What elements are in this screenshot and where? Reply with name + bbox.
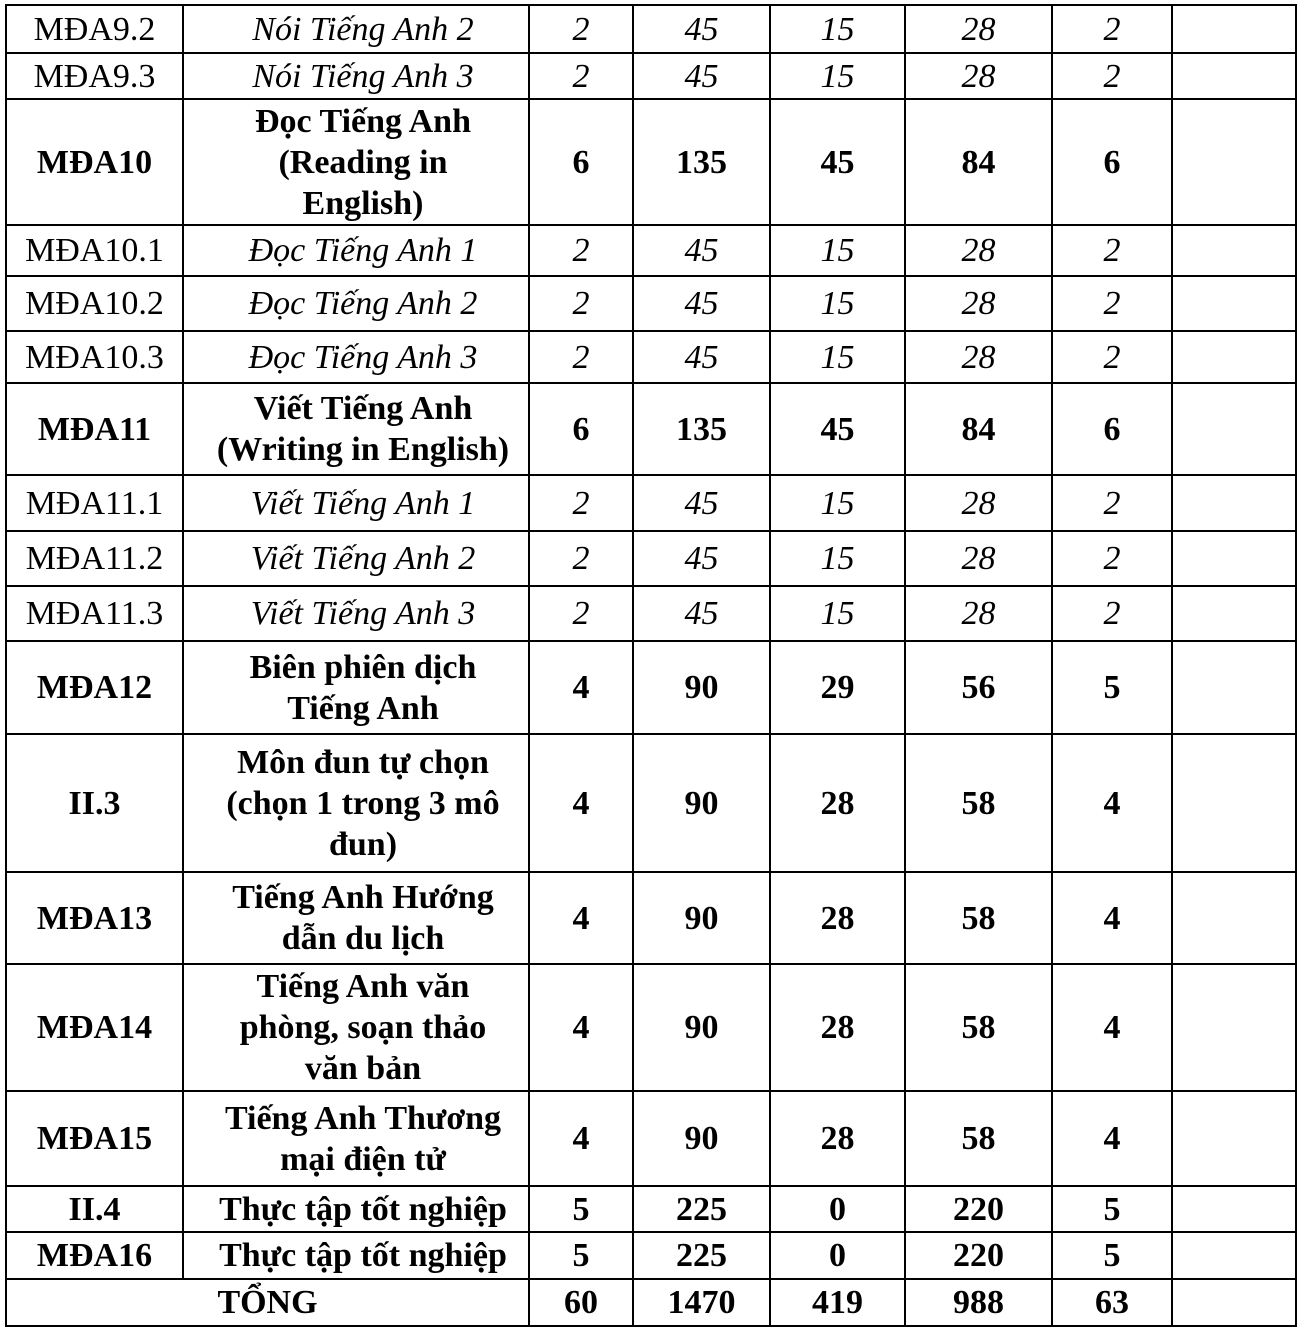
module-name-line: Tiếng Anh Hướng [232, 879, 494, 916]
theory-hours-cell: 0 [770, 1232, 905, 1279]
curriculum-table [5, 4, 1297, 1327]
credits-cell: 2 [529, 331, 633, 383]
total-row [6, 1279, 1296, 1326]
practice-hours-cell: 58 [905, 964, 1052, 1091]
total-hours-cell: 45 [633, 225, 770, 276]
theory-hours-cell: 15 [770, 5, 905, 53]
module-name-line: English) [302, 184, 424, 222]
exam-hours-cell: 4 [1052, 734, 1172, 872]
total-hours-cell: 225 [633, 1232, 770, 1279]
note-cell [1172, 531, 1296, 586]
total-hours-cell: 135 [633, 99, 770, 225]
exam-hours-cell: 6 [1052, 383, 1172, 475]
module-code-cell: MĐA11.2 [6, 531, 183, 586]
practice-hours-cell: 28 [905, 5, 1052, 53]
practice-hours-cell: 58 [905, 734, 1052, 872]
total-credits-cell: 60 [529, 1279, 633, 1326]
module-name-line: Tiếng Anh văn [256, 968, 470, 1005]
total-hours-cell: 90 [633, 641, 770, 734]
module-code-cell: MĐA12 [6, 641, 183, 734]
module-name-line: (Reading in [278, 143, 448, 181]
practice-hours-cell: 28 [905, 276, 1052, 331]
practice-hours-cell: 220 [905, 1186, 1052, 1232]
module-name-cell [183, 872, 529, 964]
module-name-line: Đọc Tiếng Anh 3 [248, 338, 478, 376]
module-name-cell [183, 1232, 529, 1279]
module-name-line: Viết Tiếng Anh [253, 390, 473, 427]
total-practice-cell: 988 [905, 1279, 1052, 1326]
module-code-cell: II.4 [6, 1186, 183, 1232]
theory-hours-cell: 15 [770, 475, 905, 531]
module-name-line: Viết Tiếng Anh 1 [250, 484, 476, 522]
practice-hours-cell: 56 [905, 641, 1052, 734]
exam-hours-cell: 5 [1052, 1186, 1172, 1232]
module-code-cell: MĐA10.2 [6, 276, 183, 331]
exam-hours-cell: 4 [1052, 964, 1172, 1091]
note-cell [1172, 53, 1296, 99]
module-name-cell [183, 225, 529, 276]
note-cell [1172, 225, 1296, 276]
module-code-cell: MĐA13 [6, 872, 183, 964]
practice-hours-cell: 28 [905, 475, 1052, 531]
theory-hours-cell: 29 [770, 641, 905, 734]
practice-hours-cell: 58 [905, 1091, 1052, 1186]
credits-cell: 4 [529, 641, 633, 734]
exam-hours-cell: 5 [1052, 641, 1172, 734]
theory-hours-cell: 28 [770, 872, 905, 964]
credits-cell: 6 [529, 99, 633, 225]
exam-hours-cell: 4 [1052, 872, 1172, 964]
credits-cell: 2 [529, 531, 633, 586]
module-name-cell [183, 53, 529, 99]
module-name-line: Tiếng Anh [287, 689, 439, 727]
table-row [6, 734, 1296, 872]
module-code-cell: MĐA9.2 [6, 5, 183, 53]
note-cell [1172, 586, 1296, 641]
theory-hours-cell: 15 [770, 531, 905, 586]
module-name-line: (Writing in English) [216, 431, 510, 468]
module-name-cell [183, 1186, 529, 1232]
theory-hours-cell: 28 [770, 1091, 905, 1186]
theory-hours-cell: 15 [770, 586, 905, 641]
table-row [6, 641, 1296, 734]
credits-cell: 4 [529, 872, 633, 964]
credits-cell: 2 [529, 586, 633, 641]
total-note-cell [1172, 1279, 1296, 1326]
exam-hours-cell: 2 [1052, 5, 1172, 53]
note-cell [1172, 641, 1296, 734]
theory-hours-cell: 15 [770, 225, 905, 276]
table-row [6, 1186, 1296, 1232]
table-row [6, 5, 1296, 53]
total-hours-cell: 225 [633, 1186, 770, 1232]
table-row [6, 53, 1296, 99]
theory-hours-cell: 28 [770, 964, 905, 1091]
module-name-line: Đọc Tiếng Anh 1 [248, 232, 478, 269]
practice-hours-cell: 84 [905, 99, 1052, 225]
theory-hours-cell: 15 [770, 53, 905, 99]
practice-hours-cell: 220 [905, 1232, 1052, 1279]
note-cell [1172, 276, 1296, 331]
module-name-line: (chọn 1 trong 3 mô [226, 784, 500, 822]
total-hours-cell: 90 [633, 964, 770, 1091]
module-name-line: Biên phiên dịch [249, 648, 477, 686]
module-name-line: đun) [328, 825, 398, 863]
exam-hours-cell: 2 [1052, 475, 1172, 531]
exam-hours-cell: 5 [1052, 1232, 1172, 1279]
module-code-cell: II.3 [6, 734, 183, 872]
total-hours-cell: 135 [633, 383, 770, 475]
module-name-line: phòng, soạn thảo [239, 1009, 487, 1046]
total-hours-sum-cell: 1470 [633, 1279, 770, 1326]
total-hours-cell: 45 [633, 531, 770, 586]
table-body [6, 5, 1296, 1326]
module-name-cell [183, 734, 529, 872]
table-row [6, 872, 1296, 964]
note-cell [1172, 1091, 1296, 1186]
practice-hours-cell: 58 [905, 872, 1052, 964]
table-row [6, 586, 1296, 641]
module-name-line: Môn đun tự chọn [237, 743, 489, 781]
module-name-line: Đọc Tiếng Anh 2 [248, 285, 478, 322]
theory-hours-cell: 15 [770, 276, 905, 331]
credits-cell: 4 [529, 964, 633, 1091]
theory-hours-cell: 45 [770, 383, 905, 475]
table-row [6, 276, 1296, 331]
module-name-line: Thực tập tốt nghiệp [219, 1237, 507, 1274]
module-code-cell: MĐA15 [6, 1091, 183, 1186]
module-name-line: Nói Tiếng Anh 3 [252, 57, 474, 95]
module-name-cell [183, 475, 529, 531]
module-name-cell [183, 641, 529, 734]
module-name-cell [183, 531, 529, 586]
practice-hours-cell: 28 [905, 531, 1052, 586]
credits-cell: 5 [529, 1232, 633, 1279]
module-code-cell: MĐA11.3 [6, 586, 183, 641]
total-hours-cell: 45 [633, 53, 770, 99]
credits-cell: 4 [529, 1091, 633, 1186]
exam-hours-cell: 2 [1052, 225, 1172, 276]
practice-hours-cell: 84 [905, 383, 1052, 475]
module-code-cell: MĐA10.3 [6, 331, 183, 383]
table-row [6, 1232, 1296, 1279]
exam-hours-cell: 4 [1052, 1091, 1172, 1186]
module-code-cell: MĐA11.1 [6, 475, 183, 531]
exam-hours-cell: 2 [1052, 586, 1172, 641]
module-code-cell: MĐA10 [6, 99, 183, 225]
exam-hours-cell: 2 [1052, 276, 1172, 331]
table-row [6, 99, 1296, 225]
module-name-cell [183, 276, 529, 331]
module-name-cell [183, 331, 529, 383]
table-row [6, 964, 1296, 1091]
note-cell [1172, 331, 1296, 383]
module-code-cell: MĐA11 [6, 383, 183, 475]
credits-cell: 6 [529, 383, 633, 475]
module-name-line: Đọc Tiếng Anh [254, 102, 472, 140]
note-cell [1172, 734, 1296, 872]
note-cell [1172, 5, 1296, 53]
total-hours-cell: 45 [633, 475, 770, 531]
note-cell [1172, 1186, 1296, 1232]
table-row [6, 1091, 1296, 1186]
credits-cell: 4 [529, 734, 633, 872]
credits-cell: 2 [529, 5, 633, 53]
note-cell [1172, 1232, 1296, 1279]
practice-hours-cell: 28 [905, 586, 1052, 641]
theory-hours-cell: 15 [770, 331, 905, 383]
practice-hours-cell: 28 [905, 53, 1052, 99]
practice-hours-cell: 28 [905, 225, 1052, 276]
theory-hours-cell: 28 [770, 734, 905, 872]
credits-cell: 2 [529, 475, 633, 531]
note-cell [1172, 964, 1296, 1091]
total-label-cell: TỔNG [6, 1279, 529, 1326]
theory-hours-cell: 0 [770, 1186, 905, 1232]
module-name-cell [183, 99, 529, 225]
total-hours-cell: 45 [633, 331, 770, 383]
module-name-line: văn bản [304, 1050, 422, 1087]
note-cell [1172, 872, 1296, 964]
exam-hours-cell: 2 [1052, 531, 1172, 586]
table-row [6, 383, 1296, 475]
module-name-cell [183, 383, 529, 475]
practice-hours-cell: 28 [905, 331, 1052, 383]
table-row [6, 531, 1296, 586]
table-row [6, 225, 1296, 276]
module-name-line: Nói Tiếng Anh 2 [252, 10, 474, 48]
total-theory-cell: 419 [770, 1279, 905, 1326]
exam-hours-cell: 6 [1052, 99, 1172, 225]
note-cell [1172, 99, 1296, 225]
total-hours-cell: 45 [633, 5, 770, 53]
module-name-cell [183, 964, 529, 1091]
module-name-line: Viết Tiếng Anh 2 [250, 540, 476, 577]
module-code-cell: MĐA14 [6, 964, 183, 1091]
credits-cell: 5 [529, 1186, 633, 1232]
exam-hours-cell: 2 [1052, 331, 1172, 383]
module-name-line: dẫn du lịch [281, 920, 445, 957]
module-name-line: Tiếng Anh Thương [224, 1099, 502, 1137]
table-row [6, 475, 1296, 531]
total-hours-cell: 90 [633, 734, 770, 872]
total-exam-cell: 63 [1052, 1279, 1172, 1326]
theory-hours-cell: 45 [770, 99, 905, 225]
module-code-cell: MĐA9.3 [6, 53, 183, 99]
table-row [6, 331, 1296, 383]
total-hours-cell: 45 [633, 586, 770, 641]
credits-cell: 2 [529, 276, 633, 331]
total-hours-cell: 90 [633, 872, 770, 964]
module-name-line: Thực tập tốt nghiệp [219, 1190, 507, 1228]
module-name-cell [183, 5, 529, 53]
module-code-cell: MĐA16 [6, 1232, 183, 1279]
module-name-cell [183, 1091, 529, 1186]
exam-hours-cell: 2 [1052, 53, 1172, 99]
total-hours-cell: 45 [633, 276, 770, 331]
credits-cell: 2 [529, 53, 633, 99]
module-name-cell [183, 586, 529, 641]
module-name-line: Viết Tiếng Anh 3 [250, 595, 476, 632]
module-name-line: mại điện tử [280, 1140, 446, 1178]
module-code-cell: MĐA10.1 [6, 225, 183, 276]
credits-cell: 2 [529, 225, 633, 276]
note-cell [1172, 475, 1296, 531]
note-cell [1172, 383, 1296, 475]
total-hours-cell: 90 [633, 1091, 770, 1186]
